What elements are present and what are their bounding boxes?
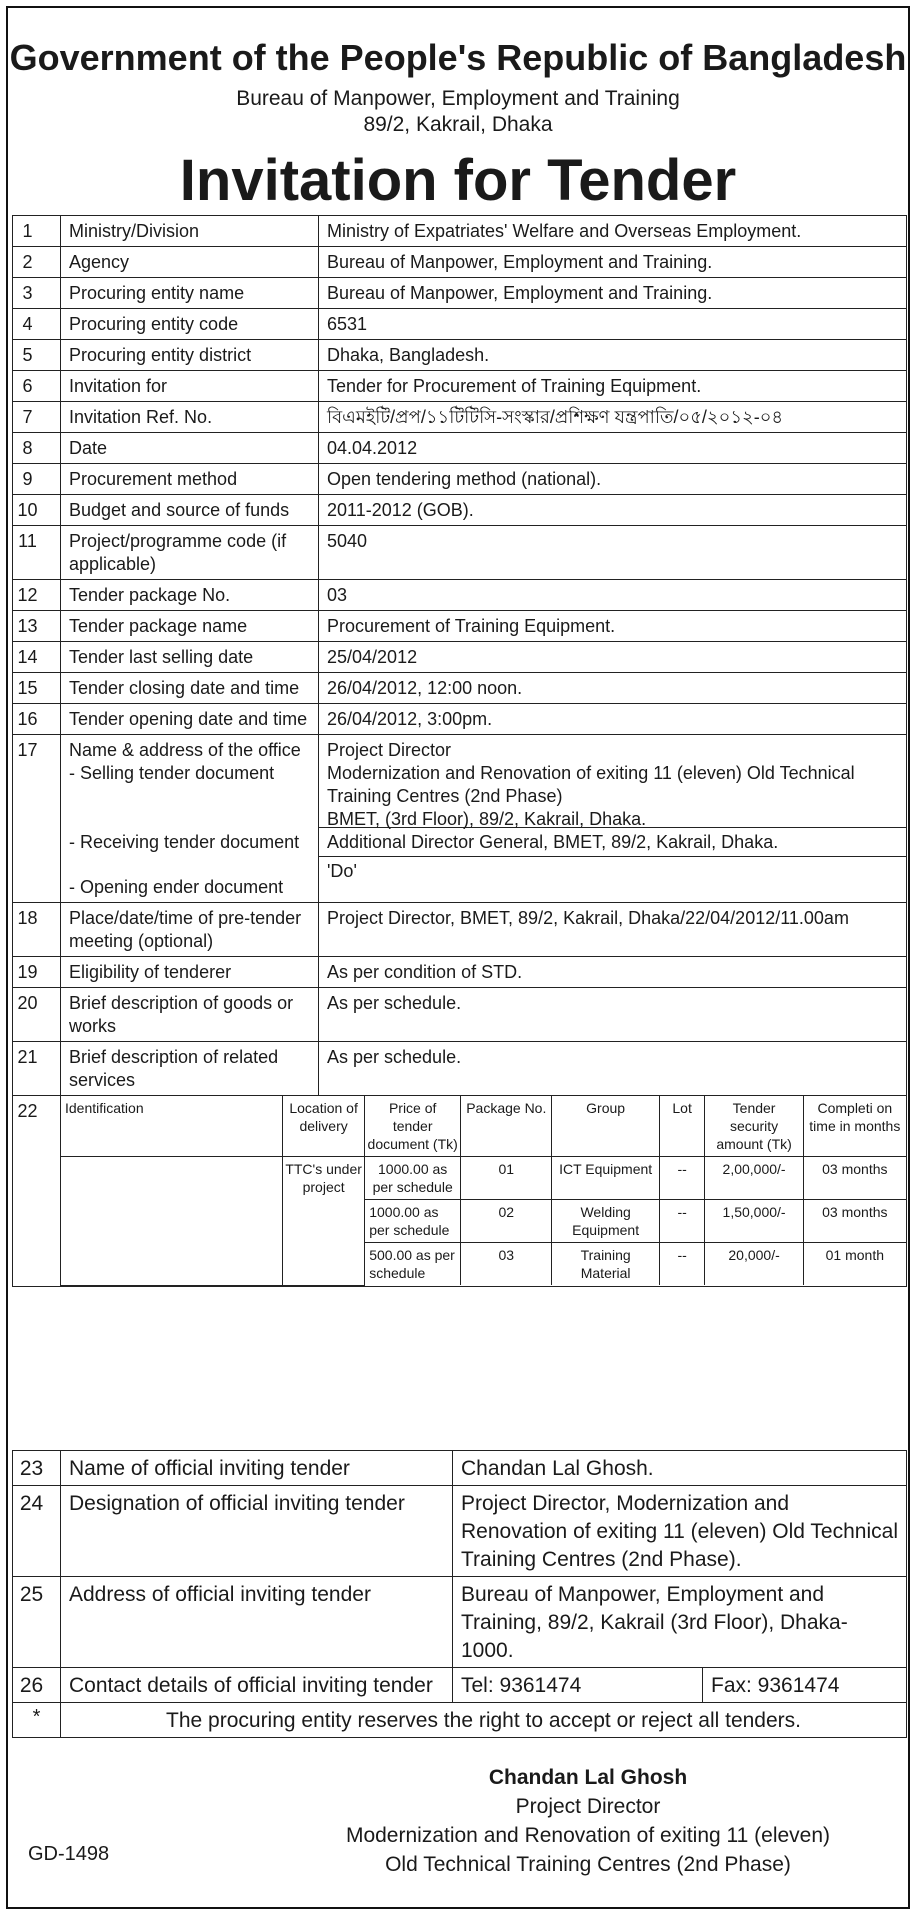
package-security: 1,50,000/- (705, 1200, 803, 1243)
identification-cell (61, 1096, 907, 1287)
row-label: Tender package name (61, 611, 319, 642)
note-mark: * (13, 1703, 61, 1738)
row-value: Dhaka, Bangladesh. (319, 340, 907, 371)
row-item-1 (13, 216, 907, 247)
row-label (61, 735, 319, 903)
row-number: 8 (13, 433, 61, 464)
row-office-address (13, 735, 907, 903)
bureau-name: Bureau of Manpower, Employment and Training (236, 87, 680, 110)
row-number: 20 (13, 988, 61, 1042)
package-price: 500.00 as per schedule (365, 1243, 461, 1286)
row-item-3 (13, 278, 907, 309)
tender-details-body (13, 216, 907, 1287)
row-label: Contact details of official inviting tender (61, 1668, 453, 1703)
signatory-line-2: Old Technical Training Centres (2nd Phase) (385, 1853, 791, 1876)
row-item-4 (13, 309, 907, 340)
package-completion: 03 months (803, 1157, 906, 1200)
selling-doc-value: Project Director Modernization and Renovation of exiting 11 (eleven) Old Technical Training Centres (2nd Phase) BMET, (3rd Floor), 89/2, Kakrail, Dhaka. (327, 740, 855, 829)
header-security: Tender security amount (Tk) (705, 1096, 803, 1157)
row-value: 25/04/2012 (319, 642, 907, 673)
row-value: Project Director, BMET, 89/2, Kakrail, Dhaka/22/04/2012/11.00am (319, 903, 907, 957)
row-item-18 (13, 903, 907, 957)
row-number: 13 (13, 611, 61, 642)
row-label: Procurement method (61, 464, 319, 495)
office-address-values (319, 735, 907, 903)
row-item-24 (13, 1486, 907, 1577)
package-group: Training Material (552, 1243, 659, 1286)
row-value: 26/04/2012, 3:00pm. (319, 704, 907, 735)
gd-code: GD-1498 (28, 1843, 110, 1865)
row-number: 17 (13, 735, 61, 903)
row-item-19 (13, 957, 907, 988)
row-label: Procuring entity code (61, 309, 319, 340)
row-identification (13, 1096, 907, 1287)
row-item-10 (13, 495, 907, 526)
row-label: Brief description of related services (61, 1042, 319, 1096)
row-item-5 (13, 340, 907, 371)
official-details-body (13, 1451, 907, 1738)
row-number: 12 (13, 580, 61, 611)
row-value: 5040 (319, 526, 907, 580)
row-item-16 (13, 704, 907, 735)
package-no: 03 (461, 1243, 552, 1286)
row-label: Eligibility of tenderer (61, 957, 319, 988)
official-details-table (12, 1450, 907, 1738)
tender-details-table (12, 215, 907, 1287)
row-value: Open tendering method (national). (319, 464, 907, 495)
row-item-13 (13, 611, 907, 642)
row-label: Tender package No. (61, 580, 319, 611)
row-label: Designation of official inviting tender (61, 1486, 453, 1577)
header-location: Location of delivery (283, 1096, 365, 1157)
row-item-8 (13, 433, 907, 464)
row-label: Agency (61, 247, 319, 278)
row-label: Place/date/time of pre-tender meeting (optional) (61, 903, 319, 957)
package-lot: -- (659, 1243, 705, 1286)
selling-doc-label: - Selling tender document (69, 763, 275, 783)
row-value: As per schedule. (319, 1042, 907, 1096)
row-value: Ministry of Expatriates' Welfare and Overseas Employment. (319, 216, 907, 247)
row-value: Bureau of Manpower, Employment and Training. (319, 278, 907, 309)
row-item-23 (13, 1451, 907, 1486)
row-value: Chandan Lal Ghosh. (453, 1451, 907, 1486)
row-item-14 (13, 642, 907, 673)
row-number: 3 (13, 278, 61, 309)
contact-tel: Tel: 9361474 (453, 1668, 703, 1703)
tender-notice (6, 6, 910, 1909)
identification-table (61, 1096, 906, 1286)
package-group: Welding Equipment (552, 1200, 659, 1243)
row-item-7 (13, 402, 907, 433)
row-value: Procurement of Training Equipment. (319, 611, 907, 642)
header-price: Price of tender document (Tk) (365, 1096, 461, 1157)
row-label: Budget and source of funds (61, 495, 319, 526)
row-note (13, 1703, 907, 1738)
notice-title: Invitation for Tender (179, 148, 737, 213)
package-security: 20,000/- (705, 1243, 803, 1286)
row-label: Invitation Ref. No. (61, 402, 319, 433)
row-number: 21 (13, 1042, 61, 1096)
row-number: 9 (13, 464, 61, 495)
row-number: 19 (13, 957, 61, 988)
header-package: Package No. (461, 1096, 552, 1157)
package-group: ICT Equipment (552, 1157, 659, 1200)
row-label: Brief description of goods or works (61, 988, 319, 1042)
package-completion: 01 month (803, 1243, 906, 1286)
row-number: 15 (13, 673, 61, 704)
row-number: 24 (13, 1486, 61, 1577)
row-label: Project/programme code (if applicable) (61, 526, 319, 580)
row-value: বিএমইটি/প্রপ/১১টিটিসি-সংস্কার/প্রশিক্ষণ যন্ত্রপাতি/০৫/২০১২-০৪ (319, 402, 907, 433)
identification-empty (61, 1157, 283, 1286)
row-number: 23 (13, 1451, 61, 1486)
package-no: 01 (461, 1157, 552, 1200)
row-item-15 (13, 673, 907, 704)
row-label: Ministry/Division (61, 216, 319, 247)
row-label: Invitation for (61, 371, 319, 402)
row-value: As per schedule. (319, 988, 907, 1042)
row-number: 11 (13, 526, 61, 580)
package-security: 2,00,000/- (705, 1157, 803, 1200)
opening-doc-label: - Opening ender document (69, 877, 284, 897)
package-price: 1000.00 as per schedule (365, 1157, 461, 1200)
signatory-name: Chandan Lal Ghosh (488, 1766, 688, 1789)
office-address-label: Name & address of the office (69, 740, 301, 760)
row-number: 7 (13, 402, 61, 433)
row-number: 1 (13, 216, 61, 247)
receiving-doc-value: Additional Director General, BMET, 89/2, Kakrail, Dhaka. (319, 827, 906, 856)
receiving-doc-label: - Receiving tender document (69, 832, 300, 852)
signature-block (288, 1763, 888, 1879)
row-value: Bureau of Manpower, Employment and Training. (319, 247, 907, 278)
package-no: 02 (461, 1200, 552, 1243)
row-label: Name of official inviting tender (61, 1451, 453, 1486)
row-value: As per condition of STD. (319, 957, 907, 988)
row-number: 6 (13, 371, 61, 402)
row-value: 2011-2012 (GOB). (319, 495, 907, 526)
opening-doc-value: 'Do' (319, 856, 906, 885)
package-row (61, 1157, 906, 1200)
row-label: Tender last selling date (61, 642, 319, 673)
row-number: 25 (13, 1577, 61, 1668)
header-completion: Completi on time in months (803, 1096, 906, 1157)
government-heading: Government of the People's Republic of Bangladesh (9, 37, 907, 78)
row-value: 03 (319, 580, 907, 611)
package-completion: 03 months (803, 1200, 906, 1243)
signatory-designation: Project Director (515, 1795, 661, 1818)
row-label: Date (61, 433, 319, 464)
row-item-6 (13, 371, 907, 402)
row-number: 5 (13, 340, 61, 371)
contact-fax: Fax: 9361474 (703, 1668, 907, 1703)
row-number: 10 (13, 495, 61, 526)
row-value: 26/04/2012, 12:00 noon. (319, 673, 907, 704)
delivery-location: TTC's under project (283, 1157, 365, 1286)
header-group: Group (552, 1096, 659, 1157)
package-price: 1000.00 as per schedule (365, 1200, 461, 1243)
identification-header (61, 1096, 906, 1157)
row-item-25 (13, 1577, 907, 1668)
note-text: The procuring entity reserves the right to accept or reject all tenders. (61, 1703, 907, 1738)
row-item-20 (13, 988, 907, 1042)
row-value: 04.04.2012 (319, 433, 907, 464)
bureau-address: 89/2, Kakrail, Dhaka (363, 113, 553, 136)
row-value: Project Director, Modernization and Renovation of exiting 11 (eleven) Old Technical Training Centres (2nd Phase). (453, 1486, 907, 1577)
row-number: 26 (13, 1668, 61, 1703)
row-item-2 (13, 247, 907, 278)
row-value: Bureau of Manpower, Employment and Training, 89/2, Kakrail (3rd Floor), Dhaka-1000. (453, 1577, 907, 1668)
row-number: 4 (13, 309, 61, 340)
row-value: 6531 (319, 309, 907, 340)
header-identification: Identification (61, 1096, 283, 1157)
package-lot: -- (659, 1200, 705, 1243)
row-number: 18 (13, 903, 61, 957)
row-label: Procuring entity district (61, 340, 319, 371)
row-value: Tender for Procurement of Training Equipment. (319, 371, 907, 402)
row-label: Tender closing date and time (61, 673, 319, 704)
row-contact-details (13, 1668, 907, 1703)
header-lot: Lot (659, 1096, 705, 1157)
row-number: 22 (13, 1096, 61, 1287)
row-label: Procuring entity name (61, 278, 319, 309)
row-item-21 (13, 1042, 907, 1096)
row-number: 14 (13, 642, 61, 673)
signatory-line-1: Modernization and Renovation of exiting 11 (eleven) (345, 1824, 831, 1847)
row-number: 2 (13, 247, 61, 278)
row-label: Tender opening date and time (61, 704, 319, 735)
row-label: Address of official inviting tender (61, 1577, 453, 1668)
row-item-11 (13, 526, 907, 580)
row-number: 16 (13, 704, 61, 735)
row-item-9 (13, 464, 907, 495)
package-lot: -- (659, 1157, 705, 1200)
row-item-12 (13, 580, 907, 611)
